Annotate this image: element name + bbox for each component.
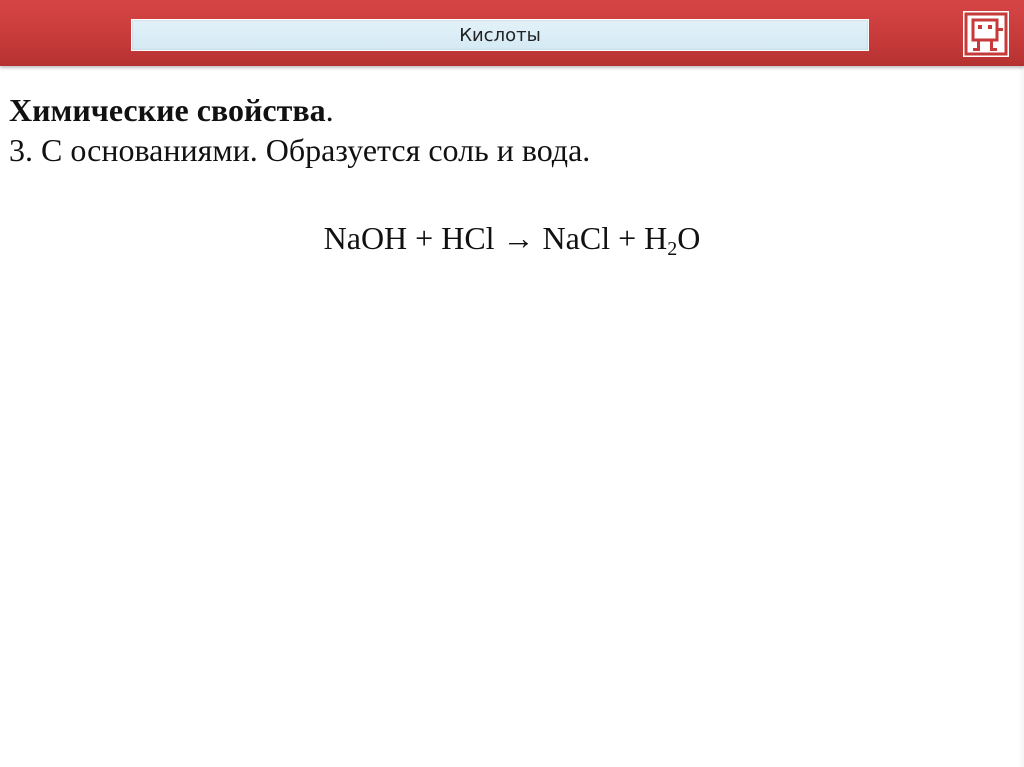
equation-products: NaCl + H [534, 220, 668, 256]
slide-edge-shadow [1018, 66, 1024, 767]
equation-end: O [677, 220, 701, 256]
heading-bold-text: Химические свойства [9, 92, 326, 128]
slide-content [9, 90, 999, 170]
slide-title: Кислоты [459, 24, 541, 46]
slide-text-line: 3. С основаниями. Образуется соль и вода. [9, 132, 591, 168]
arrow-icon: → [502, 220, 535, 256]
heading-suffix: . [325, 92, 334, 128]
equation-subscript: 2 [667, 238, 678, 260]
slide-heading [9, 90, 999, 130]
slide-title-box [131, 19, 869, 51]
chemical-equation [0, 218, 1024, 258]
header-bar [0, 0, 1024, 66]
equation-reactants: NaOH + HCl [323, 220, 503, 256]
robot-logo-icon [963, 11, 1009, 57]
